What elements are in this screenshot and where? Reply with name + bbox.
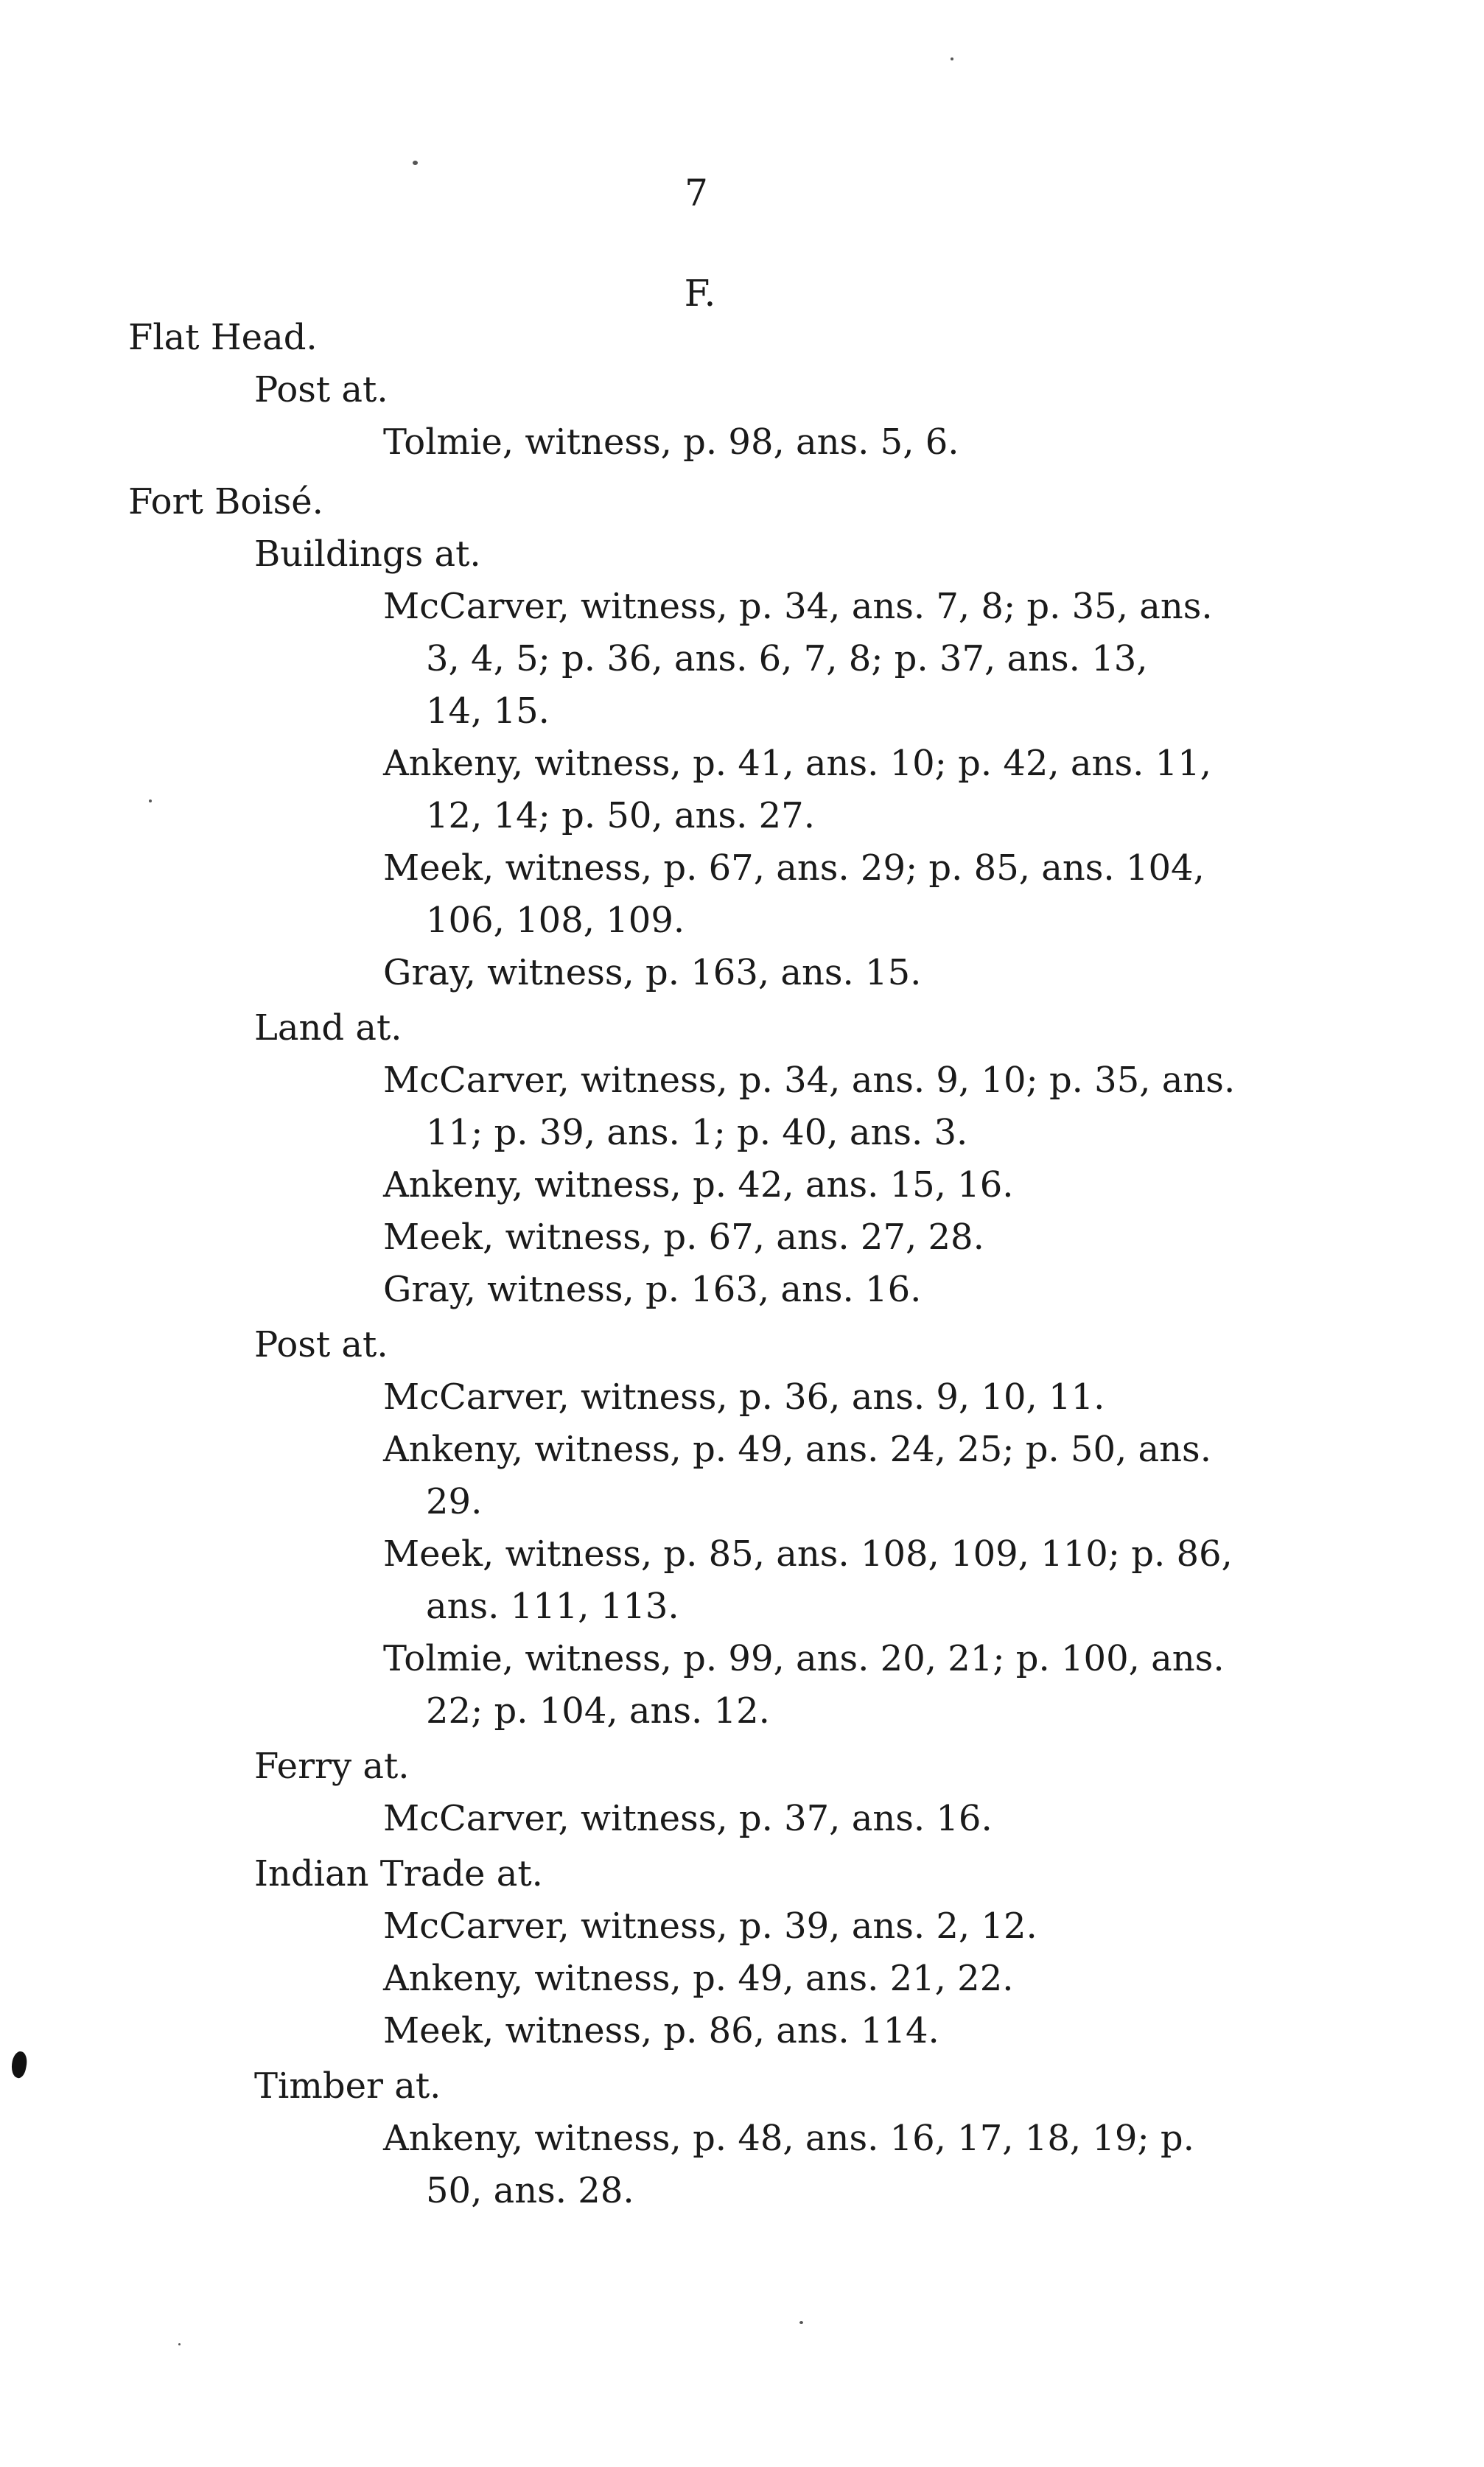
witness-reference: Ankeny, witness, p. 49, ans. 21, 22. xyxy=(383,1958,1014,1999)
witness-reference: Ankeny, witness, p. 48, ans. 16, 17, 18, 19; p. xyxy=(383,2118,1194,2159)
witness-reference-continuation: 12, 14; p. 50, ans. 27. xyxy=(426,795,815,836)
page-number: 7 xyxy=(685,172,708,214)
index-subheading: Post at. xyxy=(254,1324,388,1365)
witness-reference: Ankeny, witness, p. 42, ans. 15, 16. xyxy=(383,1164,1014,1205)
witness-reference: McCarver, witness, p. 36, ans. 9, 10, 11. xyxy=(383,1376,1105,1418)
paper-speck xyxy=(799,2321,803,2324)
paper-speck xyxy=(413,161,418,165)
witness-reference: McCarver, witness, p. 37, ans. 16. xyxy=(383,1798,993,1839)
index-subheading: Land at. xyxy=(254,1007,402,1049)
index-subheading: Post at. xyxy=(254,369,388,410)
index-subheading: Ferry at. xyxy=(254,1746,410,1787)
witness-reference: McCarver, witness, p. 34, ans. 7, 8; p. 35, ans. xyxy=(383,586,1213,627)
witness-reference: Meek, witness, p. 86, ans. 114. xyxy=(383,2010,939,2051)
witness-reference: Ankeny, witness, p. 41, ans. 10; p. 42, ans. 11, xyxy=(383,743,1211,784)
index-heading: Fort Boisé. xyxy=(128,481,323,522)
witness-reference-continuation: 29. xyxy=(426,1481,483,1522)
paper-speck xyxy=(149,799,152,802)
witness-reference-continuation: 22; p. 104, ans. 12. xyxy=(426,1690,770,1732)
witness-reference: Meek, witness, p. 67, ans. 29; p. 85, ans. 104, xyxy=(383,847,1205,889)
section-letter: F. xyxy=(684,272,716,315)
witness-reference: Meek, witness, p. 85, ans. 108, 109, 110; p. 86, xyxy=(383,1533,1233,1575)
witness-reference: McCarver, witness, p. 34, ans. 9, 10; p. 35, ans. xyxy=(383,1060,1236,1101)
index-body xyxy=(0,312,1484,2217)
index-subheading: Indian Trade at. xyxy=(254,1853,543,1894)
witness-reference-continuation: 50, ans. 28. xyxy=(426,2170,634,2211)
witness-reference: Gray, witness, p. 163, ans. 16. xyxy=(383,1269,922,1310)
index-subheading: Buildings at. xyxy=(254,533,481,575)
witness-reference-continuation: 3, 4, 5; p. 36, ans. 6, 7, 8; p. 37, ans. 13, xyxy=(426,638,1148,679)
witness-reference: Gray, witness, p. 163, ans. 15. xyxy=(383,952,922,993)
witness-reference: Meek, witness, p. 67, ans. 27, 28. xyxy=(383,1217,984,1258)
witness-reference: Tolmie, witness, p. 98, ans. 5, 6. xyxy=(383,421,959,463)
index-heading: Flat Head. xyxy=(128,317,318,358)
witness-reference: Ankeny, witness, p. 49, ans. 24, 25; p. 50, ans. xyxy=(383,1429,1211,1470)
witness-reference-continuation: 11; p. 39, ans. 1; p. 40, ans. 3. xyxy=(426,1112,968,1153)
witness-reference-continuation: ans. 111, 113. xyxy=(426,1586,679,1627)
paper-speck xyxy=(951,57,953,60)
witness-reference: McCarver, witness, p. 39, ans. 2, 12. xyxy=(383,1906,1037,1947)
witness-reference: Tolmie, witness, p. 99, ans. 20, 21; p. 100, ans. xyxy=(383,1638,1225,1679)
index-subheading: Timber at. xyxy=(254,2065,441,2107)
paper-speck xyxy=(178,2343,181,2345)
witness-reference-continuation: 106, 108, 109. xyxy=(426,900,685,941)
witness-reference-continuation: 14, 15. xyxy=(426,690,550,732)
